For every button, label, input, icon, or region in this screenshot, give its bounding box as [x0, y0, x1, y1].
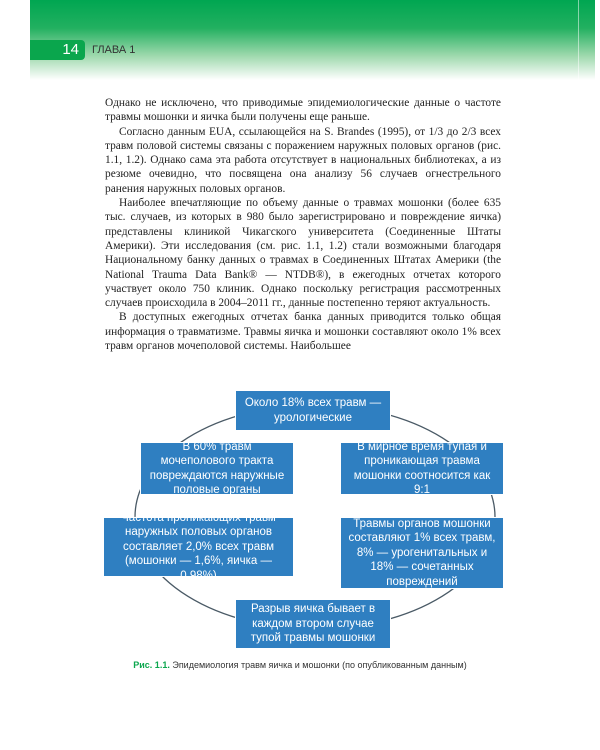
diagram-box-bottom: Разрыв яичка бывает в каждом втором случае тупой травмы мошонки	[235, 599, 391, 649]
diagram-box-lower-right: Травмы органов мошонки составляют 1% всех травм, 8% — урогенитальных и 18% — сочетанных повреждений	[340, 517, 504, 589]
diagram-box-top: Около 18% всех травм — урологические	[235, 390, 391, 431]
diagram-box-left: В 60% травм мочеполового тракта повреждаются наружные половые органы	[140, 442, 294, 495]
paragraph: Согласно данным EUA, ссылающейся на S. Brandes (1995), от 1/3 до 2/3 всех травм половой системы связаны с поражением наружных половых органов (рис. 1.1, 1.2). Однако сама эта работа отсутствует в национальных библиотеках, а из резюме очевидно, что посвящена она анализу 56 случаев огнестрельного ранения наружных половых органов.	[105, 125, 501, 195]
paragraph: Наиболее впечатляющие по объему данные о травмах мошонки (более 635 тыс. случаев, из которых в 980 было зарегистрировано и повреждение яичка) представлены клиникой Чикагского университета (Соединенные Штаты Америки). Эти исследования (см. рис. 1.1, 1.2) стали возможными благодаря Национальному банку данных о травмах в Соединенных Штатах Америки (the National Trauma Data Bank® — NTDB®), в ежегодных отчетах которого участвует около 750 клиник. Однако поскольку регистрация рассмотренных случаев происходила в 2004–2011 гг., данные постепенно теряют актуальность.	[105, 197, 501, 310]
diagram-box-lower-left: Частота проникающих травм наружных половых органов составляет 2,0% всех травм (мошонки — 1,6%, яичка — 0,98%)	[103, 517, 294, 577]
paragraph: Однако не исключено, что приводимые эпидемиологические данные о частоте травмы мошонки и яичка были получены еще раньше.	[105, 97, 501, 124]
paragraph: В доступных ежегодных отчетах банка данных приводится только общая информация о травматизме. Травмы яичка и мошонки составляют около 1% всех травм органов мочеполовой системы. Наибольшее	[105, 311, 501, 353]
caption-label: Рис. 1.1.	[133, 660, 170, 670]
page-number: 14	[30, 40, 85, 60]
diagram-box-right: В мирное время тупая и проникающая травма мошонки соотносится как 9:1	[340, 442, 504, 495]
chapter-title: ГЛАВА 1	[92, 44, 136, 56]
caption-text: Эпидемиология травм яичка и мошонки (по опубликованным данным)	[172, 660, 467, 670]
figure-caption	[0, 660, 600, 670]
